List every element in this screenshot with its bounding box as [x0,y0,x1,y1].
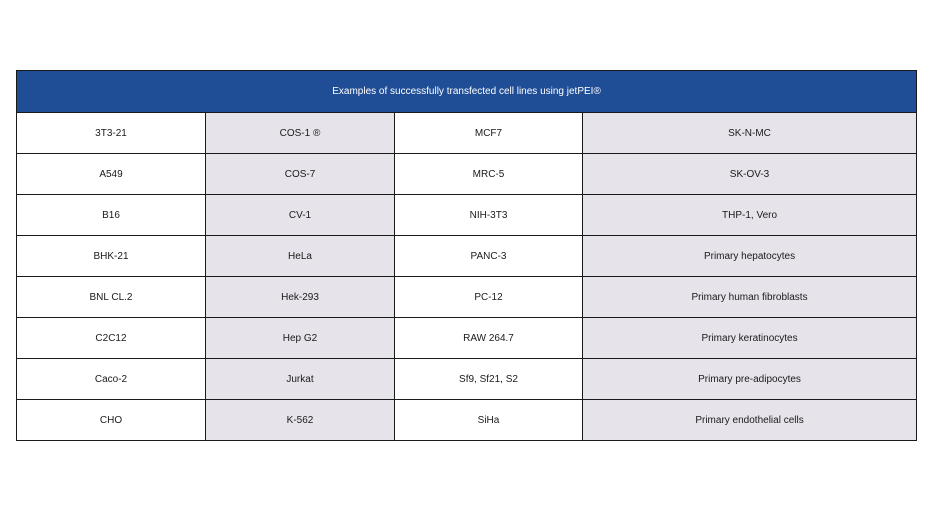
table-body [17,113,917,441]
table-cell: Jurkat [206,359,395,400]
table-cell: BHK-21 [17,236,206,277]
table-cell: Sf9, Sf21, S2 [395,359,583,400]
table-cell: Primary keratinocytes [583,318,917,359]
table-cell: PC-12 [395,277,583,318]
table-cell: CHO [17,400,206,441]
table-cell: C2C12 [17,318,206,359]
table-cell: SK-N-MC [583,113,917,154]
table-cell: NIH-3T3 [395,195,583,236]
table-row [17,277,917,318]
table-cell: COS-1 ® [206,113,395,154]
table-cell: K-562 [206,400,395,441]
table-header-row [17,71,917,113]
table-cell: Caco-2 [17,359,206,400]
table-cell: Primary human fibroblasts [583,277,917,318]
table-row [17,318,917,359]
table-cell: BNL CL.2 [17,277,206,318]
table-cell: COS-7 [206,154,395,195]
table-cell: RAW 264.7 [395,318,583,359]
table-cell: Hek-293 [206,277,395,318]
table-cell: 3T3-21 [17,113,206,154]
table-row [17,236,917,277]
table-cell: HeLa [206,236,395,277]
table-cell: Hep G2 [206,318,395,359]
table-row [17,154,917,195]
table-cell: MCF7 [395,113,583,154]
table-cell: PANC-3 [395,236,583,277]
table-row [17,400,917,441]
table-cell: SK-OV-3 [583,154,917,195]
table-title: Examples of successfully transfected cell lines using jetPEI® [17,71,917,113]
cell-lines-table [16,70,917,441]
table-cell: SiHa [395,400,583,441]
table-row [17,195,917,236]
table-row [17,113,917,154]
table-cell: Primary hepatocytes [583,236,917,277]
table-cell: MRC-5 [395,154,583,195]
table-cell: Primary pre-adipocytes [583,359,917,400]
table-cell: B16 [17,195,206,236]
table-row [17,359,917,400]
table-cell: THP-1, Vero [583,195,917,236]
table-cell: CV-1 [206,195,395,236]
table-cell: A549 [17,154,206,195]
table-cell: Primary endothelial cells [583,400,917,441]
